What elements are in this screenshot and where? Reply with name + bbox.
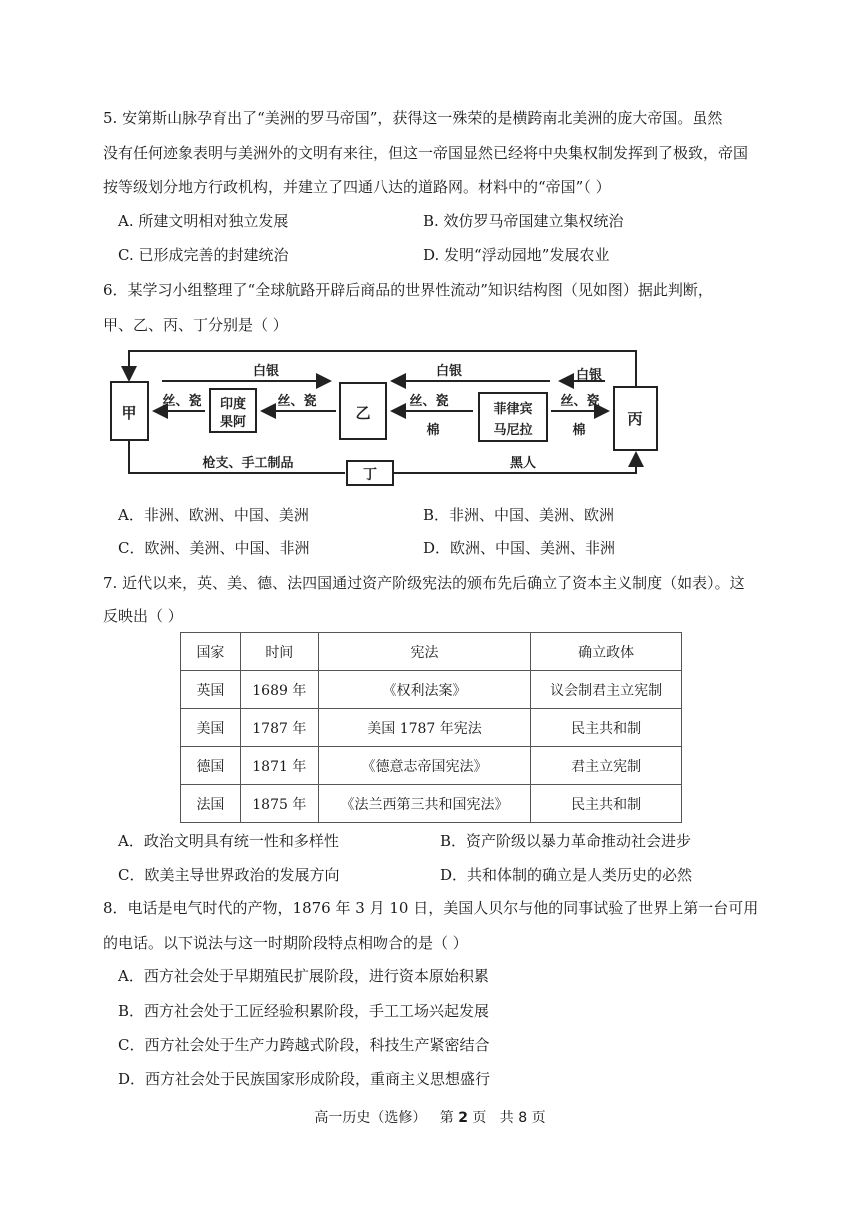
cell-regime: 民主共和制: [531, 709, 682, 747]
q6-option-b[interactable]: B．非洲、中国、美洲、欧洲: [423, 506, 615, 524]
label-silk-2: 丝、瓷: [277, 394, 317, 409]
table-row: [181, 747, 682, 785]
cell-regime: 民主共和制: [531, 785, 682, 823]
q5-option-c[interactable]: C. 已形成完善的封建统治: [118, 246, 289, 264]
table-row: [181, 785, 682, 823]
label-yi: 乙: [355, 404, 371, 422]
cell-country: 英国: [181, 671, 241, 709]
footer-total-pages: 共 8 页: [499, 1110, 546, 1126]
label-cotton-1: 棉: [426, 423, 440, 438]
label-silk-3: 丝、瓷: [409, 394, 449, 409]
q6-stem-line2: 甲、乙、丙、丁分别是（ ）: [103, 316, 288, 334]
cell-regime: 议会制君主立宪制: [531, 671, 682, 709]
q8-option-a[interactable]: A．西方社会处于早期殖民扩展阶段，进行资本原始积累: [118, 967, 489, 985]
q5-stem-line2: 没有任何迹象表明与美洲外的文明有来往，但这一帝国显然已经将中央集权制发挥到了极致，帝国: [103, 144, 749, 162]
q8-option-b[interactable]: B．西方社会处于工匠经验积累阶段，手工工场兴起发展: [118, 1002, 490, 1020]
cell-country: 美国: [181, 709, 241, 747]
q8-option-c[interactable]: C．西方社会处于生产力跨越式阶段，科技生产紧密结合: [118, 1036, 490, 1054]
label-manila-1: 菲律宾: [493, 402, 533, 417]
header-regime: 确立政体: [531, 633, 682, 671]
cell-time: 1871 年: [240, 747, 318, 785]
table-row: [181, 709, 682, 747]
cell-constitution: 《法兰西第三共和国宪法》: [318, 785, 531, 823]
q5-stem-line1: 5. 安第斯山脉孕育出了“美洲的罗马帝国”，获得这一殊荣的是横跨南北美洲的庞大帝国。虽然: [103, 109, 723, 127]
table-row: [181, 671, 682, 709]
label-manila-2: 马尼拉: [493, 423, 533, 438]
page-footer: [0, 1107, 860, 1127]
label-bing: 丙: [627, 410, 643, 428]
header-country: 国家: [181, 633, 241, 671]
header-time: 时间: [240, 633, 318, 671]
label-india-2: 果阿: [219, 415, 247, 430]
q5-option-b[interactable]: B. 效仿罗马帝国建立集权统治: [423, 212, 624, 230]
label-jia: 甲: [121, 404, 137, 422]
q7-option-c[interactable]: C．欧美主导世界政治的发展方向: [118, 866, 340, 884]
footer-page-number: 2: [458, 1110, 468, 1126]
label-silver-2: 白银: [435, 364, 463, 379]
q5-option-d[interactable]: D. 发明“浮动园地”发展农业: [423, 246, 610, 264]
label-guns: 枪支、手工制品: [202, 456, 294, 471]
cell-time: 1875 年: [240, 785, 318, 823]
label-silk-4: 丝、瓷: [560, 394, 600, 409]
cell-constitution: 《德意志帝国宪法》: [318, 747, 531, 785]
constitution-table: [180, 632, 682, 823]
label-blacks: 黑人: [509, 456, 537, 471]
q7-option-d[interactable]: D．共和体制的确立是人类历史的必然: [440, 866, 693, 884]
q7-option-a[interactable]: A．政治文明具有统一性和多样性: [118, 832, 339, 850]
cell-time: 1787 年: [240, 709, 318, 747]
q7-option-b[interactable]: B．资产阶级以暴力革命推动社会进步: [440, 832, 692, 850]
label-silver-1: 白银: [252, 364, 280, 379]
q6-option-c[interactable]: C．欧洲、美洲、中国、非洲: [118, 539, 310, 557]
footer-subject: 高一历史（选修）: [314, 1110, 427, 1126]
label-silver-3: 白银: [575, 368, 603, 383]
q7-stem-line2: 反映出（ ）: [103, 607, 183, 625]
header-constitution: 宪法: [318, 633, 531, 671]
q6-option-d[interactable]: D．欧洲、中国、美洲、非洲: [423, 539, 616, 557]
q8-stem-line1: 8．电话是电气时代的产物，1876 年 3 月 10 日，美国人贝尔与他的同事试验了世界上第一台可用: [103, 899, 759, 917]
cell-constitution: 《权利法案》: [318, 671, 531, 709]
label-india-1: 印度: [219, 397, 247, 412]
table-header-row: [181, 633, 682, 671]
q6-option-a[interactable]: A．非洲、欧洲、中国、美洲: [118, 506, 309, 524]
footer-page-suffix: 页: [472, 1110, 487, 1126]
cell-constitution: 美国 1787 年宪法: [318, 709, 531, 747]
cell-time: 1689 年: [240, 671, 318, 709]
cell-regime: 君主立宪制: [531, 747, 682, 785]
q5-option-a[interactable]: A. 所建文明相对独立发展: [118, 212, 289, 230]
cell-country: 法国: [181, 785, 241, 823]
label-silk-1: 丝、瓷: [162, 394, 202, 409]
q6-stem-line1: 6．某学习小组整理了“全球航路开辟后商品的世界性流动”知识结构图（见如图）据此判断，: [103, 281, 713, 299]
q7-stem-line1: 7. 近代以来，英、美、德、法四国通过资产阶级宪法的颁布先后确立了资本主义制度（如表）。这: [103, 574, 745, 592]
footer-page-prefix: 第: [439, 1110, 454, 1126]
q8-option-d[interactable]: D．西方社会处于民族国家形成阶段，重商主义思想盛行: [118, 1070, 491, 1088]
label-ding: 丁: [363, 467, 377, 483]
label-cotton-2: 棉: [572, 423, 586, 438]
q5-stem-line3: 按等级划分地方行政机构，并建立了四通八达的道路网。材料中的“帝国”（ ）: [103, 178, 611, 196]
cell-country: 德国: [181, 747, 241, 785]
q8-stem-line2: 的电话。以下说法与这一时期阶段特点相吻合的是（ ）: [103, 934, 468, 952]
